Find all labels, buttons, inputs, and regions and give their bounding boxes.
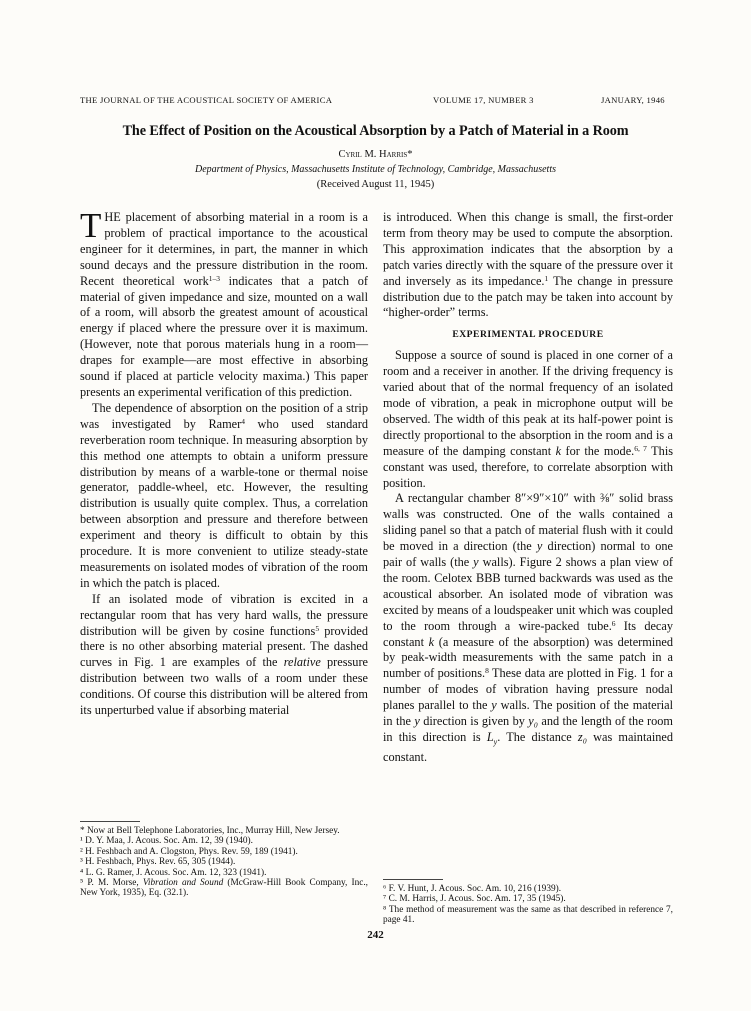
citation-ref: 6, 7 bbox=[634, 443, 647, 453]
section-heading: EXPERIMENTAL PROCEDURE bbox=[452, 329, 604, 341]
text-run: Suppose a source of sound is placed in one corner of a room and a receiver in another. If the driving frequency is varied about that of the normal frequency of an isolated mode of vibration, a peak in microphone output will be observed. The width of this peak at its half-power point is directly proportional to the absorption in the room and is a measure of the damping constant bbox=[383, 348, 673, 458]
footnote: ⁴ L. G. Ramer, J. Acous. Soc. Am. 12, 323 (1941). bbox=[80, 867, 267, 878]
left-column bbox=[80, 206, 368, 719]
journal-header: THE JOURNAL OF THE ACOUSTICAL SOCIETY OF AMERICA bbox=[80, 95, 333, 105]
footnote: ³ H. Feshbach, Phys. Rev. 65, 305 (1944). bbox=[80, 857, 236, 868]
math-symbol: y bbox=[491, 698, 497, 713]
text-run: for the mode. bbox=[561, 443, 635, 458]
text-run: provided there is no other absorbing material present. The dashed curves in Fig. 1 are examples of the bbox=[80, 623, 368, 670]
volume-header: VOLUME 17, NUMBER 3 bbox=[433, 95, 534, 105]
text-run: This constant was used, therefore, to correlate absorption with position. bbox=[383, 443, 674, 490]
math-symbol: y bbox=[536, 539, 543, 554]
text-run: The dependence of absorption on the position of a strip was investigated by Ramer bbox=[80, 400, 368, 431]
drop-cap: T bbox=[80, 206, 102, 245]
math-symbol: y bbox=[414, 714, 420, 729]
citation-ref: 5 bbox=[315, 623, 320, 633]
math-symbol: k bbox=[555, 443, 562, 458]
text-run: HE placement of absorbing material in a room is a problem of practical importance to the acoustical engineer for it determines, in part, the manner in which sound decays and the pressure distribution in the room. Recent theoretical work bbox=[80, 210, 368, 288]
footnote: ⁸ The method of measurement was the same as that described in reference 7, page 41. bbox=[383, 904, 673, 926]
received-date: (Received August 11, 1945) bbox=[316, 179, 435, 190]
citation-ref: 6 bbox=[611, 618, 616, 628]
math-symbol: z₀ bbox=[577, 730, 587, 744]
text-run: Its decay constant bbox=[383, 618, 673, 649]
citation-ref: 4 bbox=[241, 416, 245, 426]
footnote: ⁷ C. M. Harris, J. Acous. Soc. Am. 17, 35 (1945). bbox=[383, 894, 566, 905]
text-run: If an isolated mode of vibration is excited in a rectangular room that has very hard walls, the pressure distribution will be given by cosine functions bbox=[80, 591, 368, 638]
text-run: direction is given by bbox=[419, 714, 529, 729]
text-run: who used standard reverberation room technique. In measuring absorption by this method one attempts to obtain a uniform pressure distribution by means of a warble-tone or thermal noise generator, paddle-wheel, etc. However, the resulting distribution is usually quite complex. Thus, a correlation between absorption and pressure and therefore between experiment and theory is difficult to obtain by this procedure. It is more convenient to utilize steady-state measurements on isolated modes of vibration of the room in which the patch is placed. bbox=[80, 416, 368, 590]
affiliation: Department of Physics, Massachusetts Institute of Technology, Cambridge, Massachusetts bbox=[195, 164, 556, 175]
text-run: (a measure of the absorption) was determined by peak-width measurements with the same patch in a number of positions. bbox=[383, 634, 673, 681]
footnote: ¹ D. Y. Maa, J. Acous. Soc. Am. 12, 39 (1940). bbox=[80, 836, 253, 847]
text-run: . The distance bbox=[497, 730, 578, 744]
text-run: walls). Figure 2 shows a plan view of the room. Celotex BBB turned backwards was used as the acoustical absorber. An isolated mode of vibration was excited by means of a loudspeaker unit which was coupled to the room through a wire-packed tube. bbox=[383, 555, 674, 633]
text-run: The change in pressure distribution due to the patch may be taken into account by “higher-order” terms. bbox=[383, 273, 673, 320]
book-title: Vibration and Sound bbox=[142, 878, 224, 889]
text-run: and the length of the room in this direction is bbox=[383, 714, 673, 744]
text-run: ⁵ P. M. Morse, bbox=[80, 878, 143, 889]
text-run: indicates that a patch of material of given impedance and size, mounted on a wall of a room, will absorb the greatest amount of acoustical energy if placed where the pressure over it is maximum. (However, note that porous materials hung in a room—drapes for example—are most effective in absorbing sound if placed at particle velocity maxima.) This paper presents an experimental verification of this prediction. bbox=[80, 273, 368, 399]
text-run: A rectangular chamber 8″×9″×10″ with ⅜″ solid brass walls was constructed. One of the walls contained a sliding panel so that a patch of material flush with it could be moved in a direction (the bbox=[383, 491, 673, 554]
emphasis: relative bbox=[283, 655, 321, 670]
footnote-rule-right bbox=[383, 879, 443, 880]
footnote-rule-left bbox=[80, 821, 140, 822]
text-run: These data are plotted in Fig. 1 for a number of modes of vibration having pressure nodal planes parallel to the bbox=[383, 666, 673, 713]
paragraph bbox=[80, 206, 368, 401]
math-subscript: y bbox=[493, 737, 498, 747]
footnote bbox=[80, 878, 368, 899]
text-run: direction) normal to one pair of walls (the bbox=[383, 539, 674, 570]
text-run: (McGraw-Hill Book Company, Inc., New York, 1935), Eq. (32.1). bbox=[80, 878, 368, 899]
paragraph bbox=[383, 491, 673, 766]
author: Cyril M. Harris* bbox=[338, 149, 413, 160]
citation-ref: 8 bbox=[485, 666, 489, 676]
text-run: was maintained constant. bbox=[383, 730, 674, 765]
footnote: * Now at Bell Telephone Laboratories, Inc., Murray Hill, New Jersey. bbox=[80, 826, 340, 836]
footnotes-left bbox=[80, 826, 368, 899]
right-column bbox=[383, 210, 673, 766]
text-run: walls. The position of the material in the bbox=[383, 698, 673, 729]
math-symbol: k bbox=[428, 634, 435, 649]
footnotes-right bbox=[383, 884, 673, 926]
paragraph bbox=[383, 210, 673, 321]
paragraph bbox=[383, 348, 673, 491]
date-header: JANUARY, 1946 bbox=[601, 95, 665, 105]
page-number: 242 bbox=[367, 929, 384, 941]
citation-ref: 1–3 bbox=[208, 273, 220, 283]
text-run: pressure distribution between two walls of a room under these conditions. Of course this distribution will be altered from its unperturbed value if absorbing material bbox=[80, 655, 368, 718]
math-symbol: y bbox=[473, 555, 479, 570]
paragraph bbox=[80, 401, 368, 592]
footnote: ² H. Feshbach and A. Clogston, Phys. Rev. 59, 189 (1941). bbox=[80, 846, 298, 857]
text-run: is introduced. When this change is small, the first-order term from theory may be used to compute the absorption. This approximation indicates that the absorption by a patch varies directly with the square of the pressure over it and inversely as its impedance. bbox=[383, 210, 673, 288]
paragraph bbox=[80, 592, 368, 719]
paper-title: The Effect of Position on the Acoustical Absorption by a Patch of Material in a Room bbox=[122, 123, 629, 139]
citation-ref: 1 bbox=[544, 273, 549, 283]
math-symbol: L bbox=[486, 730, 494, 744]
math-symbol: y₀ bbox=[528, 714, 538, 729]
footnote: ⁶ F. V. Hunt, J. Acous. Soc. Am. 10, 216 (1939). bbox=[383, 884, 562, 894]
